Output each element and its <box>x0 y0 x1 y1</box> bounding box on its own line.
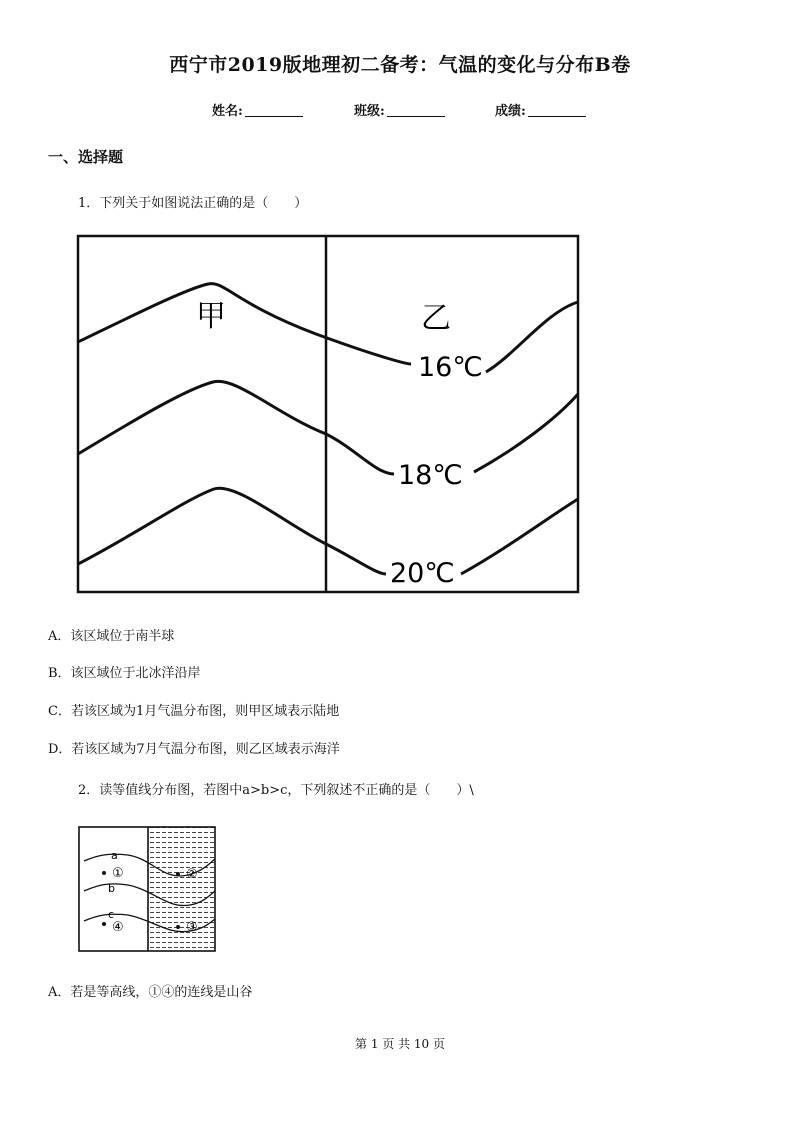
point-2-dot <box>176 872 180 876</box>
q1-option-d: D．若该区域为7月气温分布图，则乙区域表示海洋 <box>48 742 340 757</box>
point-3-label: ③ <box>186 920 198 935</box>
name-blank <box>245 104 303 117</box>
isotherm-label-18: 18℃ <box>398 460 463 491</box>
water-area <box>148 827 214 951</box>
point-1-label: ① <box>112 866 124 881</box>
score-blank <box>528 104 586 117</box>
contour-label-a: a <box>111 849 118 862</box>
isotherm-20-line-right <box>461 499 578 574</box>
isotherm-figure <box>76 234 580 594</box>
point-4-label: ④ <box>112 920 124 935</box>
q2-option-a: A．若是等高线，①④的连线是山谷 <box>48 985 253 1000</box>
question-2-stem: 2．读等值线分布图，若图中a>b>c，下列叙述不正确的是（ ）\ <box>78 783 474 798</box>
class-field <box>354 100 445 119</box>
isotherm-20-line-left <box>78 488 386 574</box>
score-label: 成绩: <box>495 104 526 119</box>
region-label-yi: 乙 <box>421 301 451 336</box>
question-1-stem: 1．下列关于如图说法正确的是（ ） <box>78 196 308 211</box>
isotherm-label-16: 16℃ <box>418 352 483 383</box>
figure-border <box>78 236 578 592</box>
point-2-label: ② <box>186 867 198 882</box>
region-label-jia: 甲 <box>196 299 226 334</box>
isotherm-18-line-right <box>474 394 578 472</box>
section-heading: 一、选择题 <box>48 148 124 166</box>
contour-figure <box>78 825 218 955</box>
class-blank <box>387 104 445 117</box>
q1-option-b: B．该区域位于北冰洋沿岸 <box>48 666 201 681</box>
name-label: 姓名: <box>212 104 243 119</box>
isotherm-16-line-left <box>78 284 411 364</box>
name-field <box>212 100 303 119</box>
score-field <box>495 100 586 119</box>
contour-label-b: b <box>108 882 115 895</box>
point-3-dot <box>176 925 180 929</box>
q1-option-c: C．若该区域为1月气温分布图，则甲区域表示陆地 <box>48 704 340 719</box>
page-title: 西宁市2019版地理初二备考：气温的变化与分布B卷 <box>169 54 631 76</box>
page-footer: 第 1 页 共 10 页 <box>355 1037 445 1051</box>
isotherm-label-20: 20℃ <box>390 558 455 589</box>
isotherm-18-line-left <box>78 381 394 474</box>
isotherm-16-line-right <box>486 302 578 372</box>
point-4-dot <box>102 922 106 926</box>
class-label: 班级: <box>354 104 385 119</box>
point-1-dot <box>102 871 106 875</box>
q1-option-a: A．该区域位于南半球 <box>48 629 175 644</box>
contour-label-c: c <box>108 908 115 921</box>
